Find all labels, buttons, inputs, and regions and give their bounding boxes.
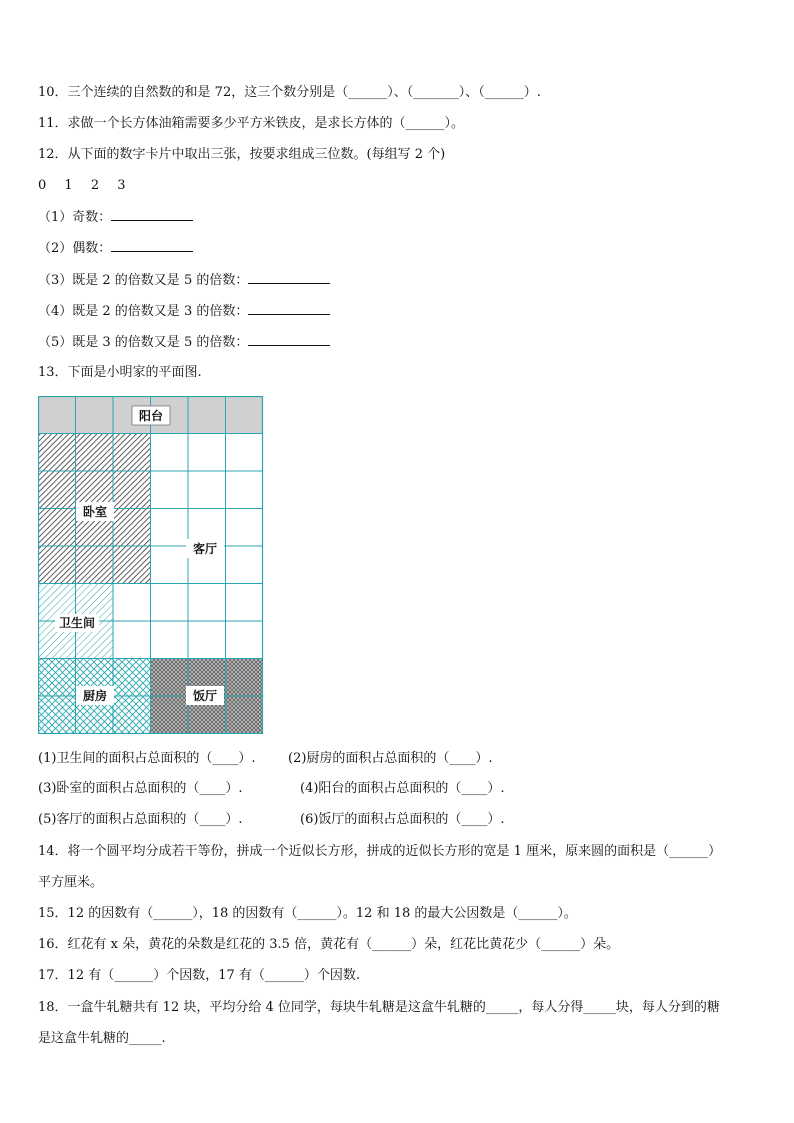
number-cards — [38, 177, 140, 195]
balcony-label: 阳台 — [138, 409, 164, 423]
q13-sub-2: (2)厨房的面积占总面积的（____）. — [288, 751, 493, 766]
q13-sub-1: (1)卫生间的面积占总面积的（____）. — [38, 751, 256, 766]
question-15: 15．12 的因数有（______），18 的因数有（______）。12 和 18 的最大公因数是（______）。 — [38, 906, 577, 921]
bathroom-label: 卫生间 — [58, 616, 96, 630]
card-0: 0 — [38, 178, 47, 193]
question-13-stem: 13．下面是小明家的平面图. — [38, 365, 202, 380]
card-1: 1 — [64, 178, 73, 193]
question-18-line-1: 18．一盒牛轧糖共有 12 块，平均分给 4 位同学，每块牛轧糖是这盒牛轧糖的_____，每人分得_____块，每人分到的糖 — [38, 1000, 720, 1015]
q13-sub-3: (3)卧室的面积占总面积的（____）. — [38, 781, 243, 796]
q12-item-2-label: （2）偶数： — [38, 241, 112, 256]
q13-sub-5: (5)客厅的面积占总面积的（____）. — [38, 812, 243, 827]
answer-blank[interactable] — [248, 333, 330, 346]
floor-plan — [38, 396, 264, 734]
card-3: 3 — [117, 178, 126, 193]
living-label: 客厅 — [192, 542, 218, 556]
answer-blank[interactable] — [248, 302, 330, 315]
q13-sub-6: (6)饭厅的面积占总面积的（____）. — [300, 812, 505, 827]
q12-item-3 — [38, 271, 330, 290]
question-18-line-2: 是这盒牛轧糖的_____. — [38, 1031, 166, 1046]
question-11: 11．求做一个长方体油箱需要多少平方米铁皮，是求长方体的（______）。 — [38, 116, 465, 131]
q12-item-2 — [38, 239, 193, 258]
question-14-line-1: 14．将一个圆平均分成若干等份，拼成一个近似长方形，拼成的近似长方形的宽是 1 厘米，原来圆的面积是（______） — [38, 844, 722, 859]
question-10: 10．三个连续的自然数的和是 72，这三个数分别是（______）、（_______）、（______）. — [38, 85, 541, 100]
question-17: 17．12 有（______）个因数，17 有（______）个因数. — [38, 968, 361, 983]
q12-item-4-label: （4）既是 2 的倍数又是 3 的倍数： — [38, 304, 249, 319]
answer-blank[interactable] — [111, 208, 193, 221]
kitchen-label: 厨房 — [82, 689, 108, 703]
q12-item-5-label: （5）既是 3 的倍数又是 5 的倍数： — [38, 335, 249, 350]
card-2: 2 — [90, 178, 100, 193]
question-12-stem: 12．从下面的数字卡片中取出三张，按要求组成三位数。(每组写 2 个) — [38, 147, 446, 162]
dining-label: 饭厅 — [192, 689, 218, 703]
bedroom-label: 卧室 — [82, 505, 108, 519]
question-14-line-2: 平方厘米。 — [38, 875, 104, 890]
q12-item-1 — [38, 208, 193, 227]
q12-item-1-label: （1）奇数： — [38, 210, 112, 225]
answer-blank[interactable] — [111, 239, 193, 252]
question-16: 16．红花有 x 朵，黄花的朵数是红花的 3.5 倍，黄花有（______）朵，红花比黄花少（______）朵。 — [38, 937, 620, 952]
q12-item-3-label: （3）既是 2 的倍数又是 5 的倍数： — [38, 273, 249, 288]
answer-blank[interactable] — [248, 271, 330, 284]
q12-item-5 — [38, 333, 330, 352]
q13-sub-4: (4)阳台的面积占总面积的（____）. — [300, 781, 505, 796]
q12-item-4 — [38, 302, 330, 321]
